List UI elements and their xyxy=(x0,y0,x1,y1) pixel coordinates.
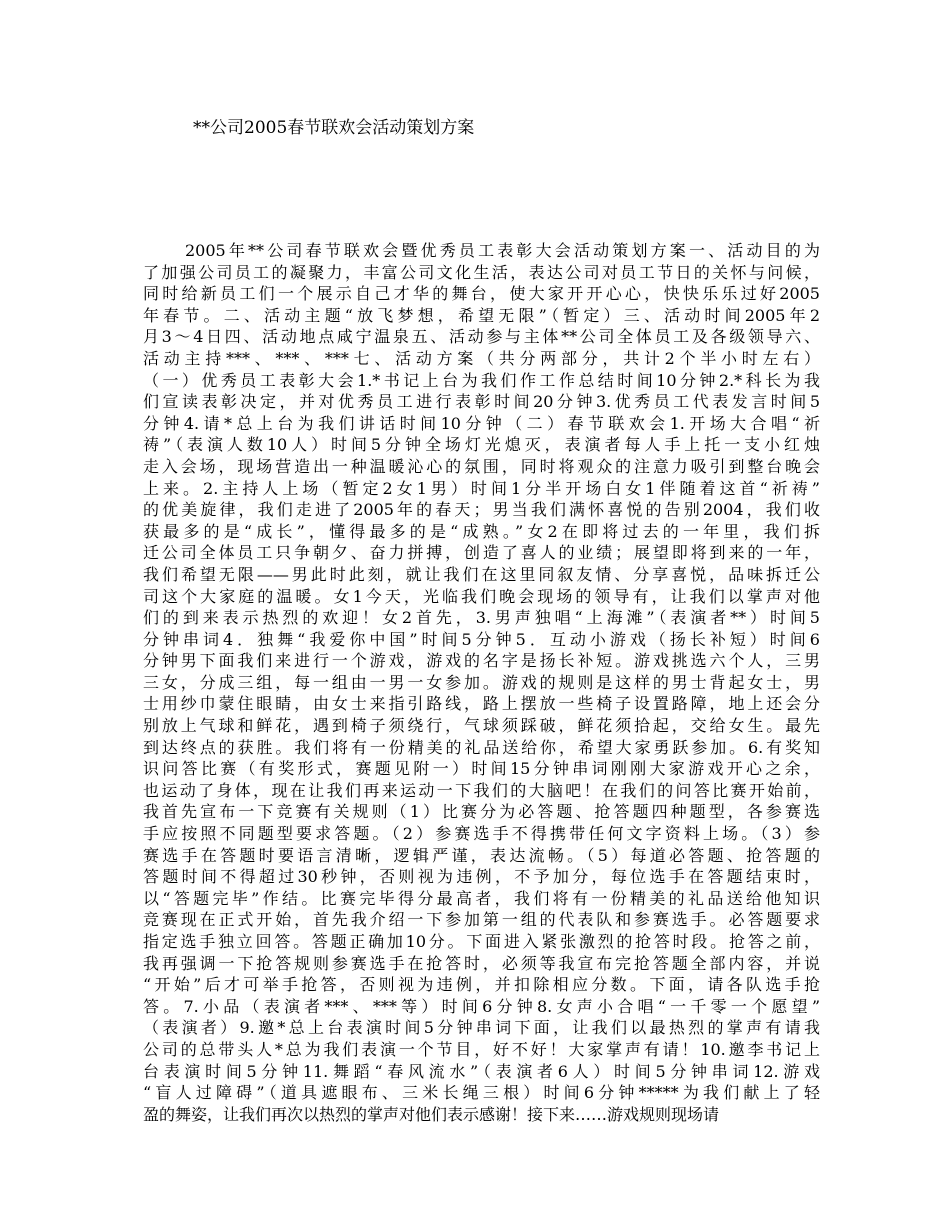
body-line: 指定选手独立回答。答题正确加10分。下面进入紧张激烈的抢答时段。抢答之前， xyxy=(143,932,820,951)
body-line: 分钟4.请*总上台为我们讲话时间10分钟（二）春节联欢会1.开场大合唱“祈 xyxy=(143,413,820,433)
body-line: 我再强调一下抢答规则参赛选手在抢答时，必须等我宣布完抢答题全部内容，并说 xyxy=(143,953,820,973)
document-body xyxy=(143,240,820,1125)
body-line: （表演者）9.邀*总上台表演时间5分钟串词下面，让我们以最热烈的掌声有请我 xyxy=(143,1018,820,1038)
body-line: 台表演时间5分钟11.舞蹈“春风流水”（表演者6人）时间5分钟串词12.游戏 xyxy=(143,1061,820,1081)
body-line: “开始”后才可举手抢答，否则视为违例，并扣除相应分数。下面，请各队选手抢 xyxy=(143,975,820,995)
body-line: 我首先宣布一下竞赛有关规则（1）比赛分为必答题、抢答题四种题型，各参赛选 xyxy=(143,802,820,822)
body-line: 盈的舞姿，让我们再次以热烈的掌声对他们表示感谢！接下来……游戏规则现场请 xyxy=(143,1104,720,1124)
body-line: 分钟男下面我们来进行一个游戏，游戏的名字是扬长补短。游戏挑选六个人，三男 xyxy=(143,651,820,671)
body-line: 祷”（表演人数10人）时间5分钟全场灯光熄灭，表演者每人手上托一支小红烛 xyxy=(143,435,820,455)
body-line: 活动主持***、***、***七、活动方案（共分两部分，共计2个半小时左右） xyxy=(143,348,820,368)
body-line: 同时给新员工们一个展示自己才华的舞台，使大家开开心心，快快乐乐过好2005 xyxy=(143,284,820,304)
body-line: 别放上气球和鲜花，遇到椅子须绕行，气球须踩破，鲜花须拾起，交给女生。最先 xyxy=(143,716,820,736)
body-line: 分钟串词4．独舞“我爱你中国”时间5分钟5．互动小游戏（扬长补短）时间6 xyxy=(143,629,820,649)
body-line: 赛选手在答题时要语言清晰，逻辑严谨，表达流畅。（5）每道必答题、抢答题的 xyxy=(143,845,820,865)
body-line: 迁公司全体员工只争朝夕、奋力拼搏，创造了喜人的业绩；展望即将到来的一年， xyxy=(143,543,820,563)
body-line: 年春节。二、活动主题“放飞梦想，希望无限”（暂定）三、活动时间2005年2 xyxy=(143,305,820,325)
body-line: 到达终点的获胜。我们将有一份精美的礼品送给你，希望大家勇跃参加。6.有奖知 xyxy=(143,737,820,757)
body-line: 竞赛现在正式开始，首先我介绍一下参加第一组的代表队和参赛选手。必答题要求 xyxy=(143,910,820,930)
body-line: 士用纱巾蒙住眼睛，由女士来指引路线，路上摆放一些椅子设置路障，地上还会分 xyxy=(143,694,820,714)
body-line: 上来。2.主持人上场（暂定2女1男）时间1分半开场白女1伴随着这首“祈祷” xyxy=(143,478,820,498)
body-line: 了加强公司员工的凝聚力，丰富公司文化生活，表达公司对员工节日的关怀与问候， xyxy=(143,262,820,282)
body-line: 也运动了身体，现在让我们再来运动一下我们的大脑吧！在我们的问答比赛开始前， xyxy=(143,780,820,800)
body-line: “盲人过障碍”（道具遮眼布、三米长绳三根）时间6分钟*****为我们献上了轻 xyxy=(143,1083,820,1103)
body-line: 公司的总带头人*总为我们表演一个节目，好不好！大家掌声有请！10.邀李书记上 xyxy=(143,1039,820,1059)
body-line: 2005年**公司春节联欢会暨优秀员工表彰大会活动策划方案一、活动目的为 xyxy=(185,241,820,260)
body-line: 月3～4日四、活动地点咸宁温泉五、活动参与主体**公司全体员工及各级领导六、 xyxy=(143,327,820,347)
body-line: 们宣读表彰决定，并对优秀员工进行表彰时间20分钟3.优秀员工代表发言时间5 xyxy=(143,392,820,412)
body-line: 们的到来表示热烈的欢迎！女2首先，3.男声独唱“上海滩”（表演者**）时间5 xyxy=(143,608,820,628)
body-line: 司这个大家庭的温暖。女1今天，光临我们晚会现场的领导有，让我们以掌声对他 xyxy=(143,586,820,606)
body-line: 答题时间不得超过30秒钟，否则视为违例，不予加分，每位选手在答题结束时， xyxy=(143,867,820,887)
body-line: 的优美旋律，我们走进了2005年的春天；男当我们满怀喜悦的告别2004，我们收 xyxy=(143,500,820,520)
body-line: （一）优秀员工表彰大会1.*书记上台为我们作工作总结时间10分钟2.*科长为我 xyxy=(143,370,820,390)
body-line: 以“答题完毕”作结。比赛完毕得分最高者，我们将有一份精美的礼品送给他知识 xyxy=(143,888,820,908)
body-line: 答。7.小品（表演者***、***等）时间6分钟8.女声小合唱“一千零一个愿望” xyxy=(143,996,820,1016)
body-line: 三女，分成三组，每一组由一男一女参加。游戏的规则是这样的男士背起女士，男 xyxy=(143,672,820,692)
body-line: 手应按照不同题型要求答题。（2）参赛选手不得携带任何文字资料上场。（3）参 xyxy=(143,824,820,844)
body-line: 获最多的是“成长”，懂得最多的是“成熟。”女2在即将过去的一年里，我们拆 xyxy=(143,521,820,541)
body-line: 我们希望无限——男此时此刻，就让我们在这里同叙友情、分享喜悦，品味拆迁公 xyxy=(143,564,820,584)
body-line: 走入会场，现场营造出一种温暖沁心的氛围，同时将观众的注意力吸引到整台晚会 xyxy=(143,456,820,476)
body-line: 识问答比赛（有奖形式，赛题见附一）时间15分钟串词刚刚大家游戏开心之余， xyxy=(143,759,820,779)
document-title: **公司2005春节联欢会活动策划方案 xyxy=(193,118,475,138)
